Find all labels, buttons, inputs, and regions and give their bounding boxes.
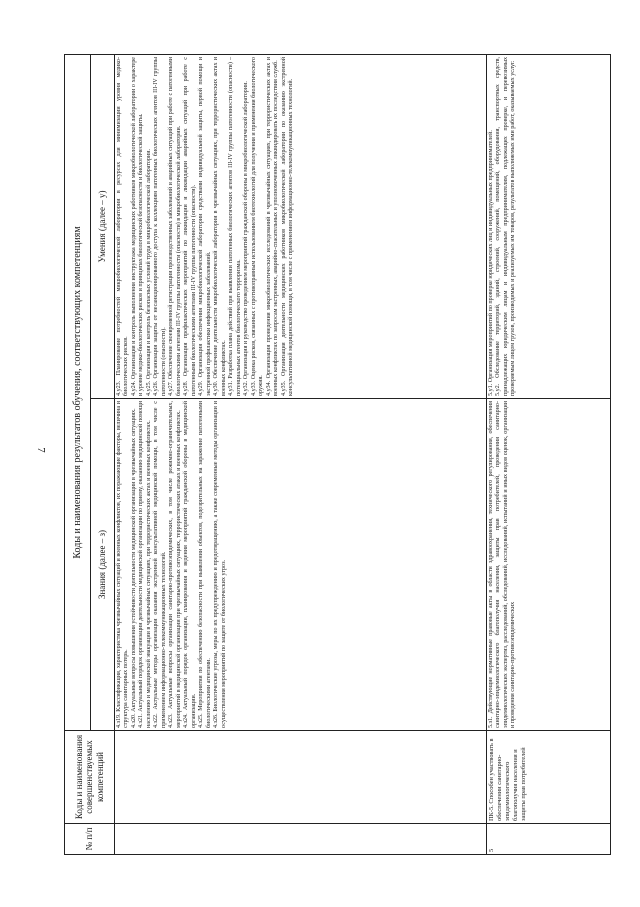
skill-item: 4.у25. Организация и контроль безопасных условий труда в микробиологической лаборатории. <box>145 148 152 396</box>
skill-item: 4.у26. Организация защиты от несанкционированного доступа к коллекциям патогенных биологических агентов III-IV группы патогенности (опасности). <box>153 56 167 396</box>
skill-item: 4.у31. Разработка плана действий при выявлении патогенных биологических агентов III-IV группы патогенности (опасности) – потенциальных агентов биологического терроризма. <box>228 56 242 396</box>
knowledge-item: 4.з20. Актуальные вопросы повышения устойчивости деятельности медицинской организации в чрезвычайных ситуациях. <box>130 408 137 728</box>
knowledge-item: 4.з22. Актуальные методы организации оказания экстренной консультативной медицинской помощи, в том числе с применением информационно-телекоммуникационных технологий. <box>153 401 167 728</box>
col-skills-header: Умения (далее – у) <box>91 54 115 398</box>
page-number: 7 <box>34 447 47 453</box>
knowledge-item: 4.з23. Актуальные вопросы организации санитарно-противоэпидемических, в том числе режимно-ограничительных, мероприятий в медицинской организации при чрезвычайных ситуациях, террористических атаках и военных конфликтах. <box>168 401 182 728</box>
table-row <box>487 54 611 854</box>
skill-item: 5.у1. Организация мероприятий по проверке юридических лиц и индивидуальных предпринимателей. <box>488 130 494 396</box>
skill-item: 4.у33. Оценка рисков, связанных с противоправным использованием биотехнологий для получения и применения биологического оружия. <box>250 56 265 396</box>
skill-item: 4.у34. Организация проведения микробиологических исследований в чрезвычайных ситуациях, при террористических актах и военных конфликтах по запросам экстренных, аварийно-спасательных и уполномоченных ликвидировать их последствия служб. <box>265 56 280 396</box>
row-number: 5 <box>487 824 611 855</box>
skill-item: 4.у27. Обеспечение своевременной регистрации производственных заболеваний и аварийных ситуаций при работе с патогенными биологическими агентами III-IV группы патогенности (опасности) в микробиологической лаборатории. <box>168 56 182 396</box>
competence-name <box>115 731 487 824</box>
skills-cell <box>115 54 487 398</box>
competence-table <box>64 54 611 855</box>
skill-item: 4.у32. Организация и руководство проведением мероприятий гражданской обороны в микробиологической лаборатории. <box>243 81 250 396</box>
knowledge-item: 4.з25. Мероприятия по обеспечению безопасности при выявлении объектов, подозрительных на заражение патогенными биологическими агентами. <box>198 401 212 728</box>
skill-item: 4.у28. Организация профилактических мероприятий по ликвидации и ликвидации аварийных ситуаций при работе с патогенными биологическими агентами III-IV группы патогенности (опасности). <box>183 56 197 396</box>
rotated-page <box>64 55 611 855</box>
skill-item: 4.у23. Планирование потребностей микробиологической лаборатории в ресурсах для минимизации уровня медико-биологических рисков. <box>116 56 130 396</box>
skill-item: 5.у2. Обследование территорий, зданий, строений, сооружений, помещений, оборудования, транспортных средств, принадлежащих юридическим лицам и индивидуальным предпринимателям, подлежащих проверке, и перевозимых проверяемым лицом грузов, производимых и реализуемых им товаров, результатов выполняемых ими работ, оказываемых услуг. <box>495 56 517 396</box>
row-number <box>115 824 487 855</box>
knowledge-item: 4.з21. Актуальный порядок организации деятельности медицинской организации по приему, оказанию медицинской помощи населению и медицинской эвакуации в чрезвычайных ситуациях, при террористических актах и военных конфликтах. <box>138 401 152 728</box>
col-num-header: № п/п <box>65 824 115 855</box>
skill-item: 4.у35. Организация деятельности медицинских работников микробиологической лаборатории по оказанию экстренной консультативной медицинской помощи, в том числе с применением информационно-телекоммуникационных технологий. <box>280 56 295 396</box>
knowledge-item: 5.з1. Действующие нормативные правовые акты в области здравоохранения, технического регулирования, обеспечения санитарно-эпидемиологического благополучия населения, защиты прав потребителей, проведения санитарно-эпидемиологических экспертиз, расследований, обследований, исследований, испытаний и иных видов оценок, организации и проведения санитарно-противоэпидемических <box>488 401 517 728</box>
competence-name: ПК-5. Способен участвовать в обеспечении санитарно-эпидемиологического благополучия населения и защиты прав потребителей <box>487 731 611 824</box>
skills-cell <box>487 54 611 398</box>
col-knowledge-header: Знания (далее – з) <box>91 399 115 731</box>
col-competence-header: Коды и наименования совершенствуемых компетенций <box>65 731 115 824</box>
knowledge-item: 4.з24. Актуальный порядок организации, планирования и ведения мероприятий гражданской обороны в медицинской организации. <box>183 401 197 728</box>
knowledge-cell <box>487 399 611 731</box>
table-row <box>115 54 487 854</box>
skill-item: 4.у30. Обеспечение деятельности микробиологической лаборатории в чрезвычайных ситуациях, при террористических актах и военных конфликтах. <box>213 56 227 396</box>
knowledge-cell <box>115 399 487 731</box>
col-results-header: Коды и наименования результатов обучения, соответствующих компетенциям <box>65 54 91 730</box>
knowledge-item: 4.з26. Биологические угрозы, меры по их предупреждению и предотвращению, а также современные методы организации и осуществления мероприятий по защите от биологических угроз. <box>213 401 227 728</box>
knowledge-item: 4.з19. Классификация, характеристика чрезвычайных ситуаций и военных конфликтов, их поражающие факторы, величина и структура санитарных потерь. <box>116 401 130 728</box>
skill-item: 4.у24. Организация и контроль выполнения инструктажа медицинских работников микробиологической лаборатории о характере и уровне медико-биологических рисков и принципах биологической безопасности и биологической защиты. <box>130 56 145 396</box>
skill-item: 4.у29. Организация обеспечения микробиологической лаборатории средствами индивидуальной защиты, первой помощи и экстренной профилактики инфекционных заболеваний. <box>198 56 212 396</box>
